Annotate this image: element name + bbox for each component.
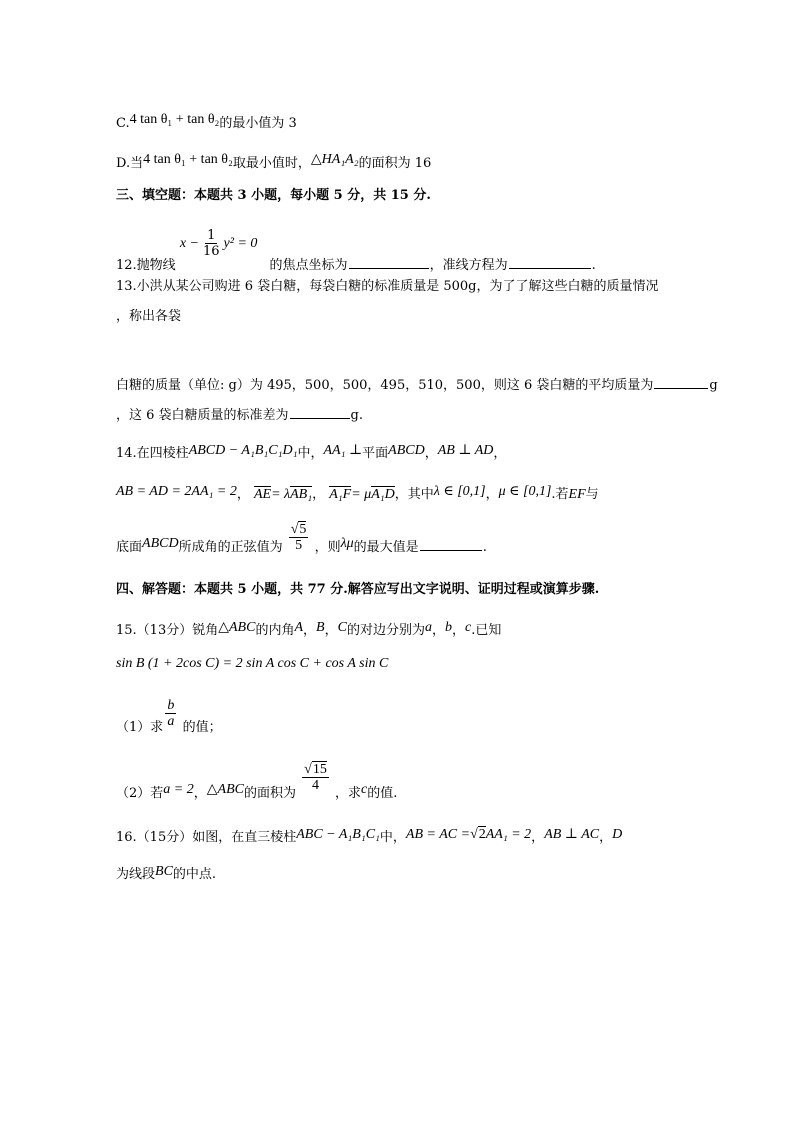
question-15-line-1	[116, 618, 501, 641]
math-expr: y² = 0	[223, 236, 258, 251]
question-text: 的最大值是	[353, 540, 419, 555]
question-16-line-1	[116, 825, 622, 848]
math-expr: = μ	[351, 487, 372, 502]
option-text: 的最小值为 3	[219, 116, 297, 131]
question-14-line-1	[116, 441, 506, 464]
question-text: （2）若	[116, 786, 164, 801]
math-expr: AA₁ ⊥	[323, 443, 363, 458]
q11-option-d	[116, 150, 431, 174]
math-expr: x −	[179, 236, 199, 251]
option-text: 的面积为 16	[358, 156, 432, 171]
question-text: ，则	[314, 540, 341, 555]
math-expr: = λ	[271, 487, 291, 502]
sqrt-radicand: 5	[299, 522, 307, 537]
question-text: 的值；	[182, 720, 222, 735]
question-text: 15.（13分）锐角	[116, 623, 219, 638]
plane-expr: ABCD	[388, 443, 425, 458]
math-expr: a = 2	[163, 782, 194, 797]
question-text: 的对边分别为	[346, 623, 425, 638]
question-14-line-3	[116, 520, 487, 558]
section-heading-solutions: 四、解答题：本题共 5 小题，共 77 分.解答应写出文字说明、证明过程或演算步骤.	[116, 582, 600, 597]
question-text: 的内角	[255, 623, 295, 638]
fraction-denominator: 4	[311, 778, 319, 793]
math-expr: AB ⊥ AC	[544, 827, 600, 842]
question-text: 中，	[297, 446, 324, 461]
fraction-numerator: √15	[304, 762, 327, 777]
sqrt-symbol: √	[470, 827, 478, 842]
option-text: 取最小值时，	[232, 156, 311, 171]
side-b: b	[444, 620, 452, 635]
question-text: 的焦点坐标为	[269, 258, 348, 273]
answer-blank[interactable]	[420, 536, 482, 551]
math-expr: 4 tan θ₁ + tan θ₂	[129, 112, 220, 127]
question-text: （1）求	[116, 720, 164, 735]
answer-blank-mean[interactable]	[654, 374, 708, 389]
question-15-part-2	[116, 762, 397, 804]
answer-blank-std[interactable]	[290, 404, 350, 419]
fraction-denominator: 5	[295, 538, 303, 553]
math-expr: λμ	[340, 536, 354, 551]
question-13-line-2: ，称出各袋	[116, 309, 182, 324]
option-label: C.	[116, 116, 130, 131]
question-15-equation: sin B (1 + 2cos C) = 2 sin A cos C + cos A sin C	[116, 656, 389, 671]
triangle-expr: △ABC	[218, 620, 256, 635]
sqrt-radicand: 15	[312, 762, 327, 777]
question-13-line-1: 13.小洪从某公司购进 6 袋白糖，每袋白糖的标准质量是 500g，为了了解这些白糖的质量情况	[116, 279, 659, 294]
question-text: 的面积为	[243, 786, 296, 801]
question-14-line-2	[116, 482, 599, 505]
question-text: 16.（15分）如图，在直三棱柱	[116, 830, 297, 845]
punct: ，	[493, 446, 507, 461]
vector-ae: AE	[253, 487, 272, 502]
point-d: D	[612, 827, 623, 842]
triangle-expr: △ABC	[206, 782, 244, 797]
side-c: c	[360, 782, 368, 797]
question-13-line-3	[116, 374, 718, 396]
math-expr: 4 tan θ₁ + tan θ₂	[143, 152, 233, 167]
question-text: 与	[585, 487, 599, 502]
segment-bc: BC	[155, 864, 173, 879]
question-text: 为线段	[116, 867, 156, 882]
option-label: D.当	[116, 156, 144, 171]
punct: ，	[193, 786, 207, 801]
fraction	[201, 228, 222, 259]
sqrt-radicand: 2	[478, 827, 486, 842]
punct: ，	[531, 830, 545, 845]
question-text: 底面	[116, 540, 143, 555]
q11-option-c	[116, 110, 297, 134]
math-expr: AB = AD = 2AA₁ = 2	[116, 484, 237, 499]
question-13-line-4	[116, 404, 363, 426]
question-text: .已知	[471, 623, 502, 638]
side-c: c	[465, 620, 472, 635]
fraction-sqrt5-over-5	[289, 522, 309, 553]
punct: ，	[236, 487, 250, 502]
punct: ，	[485, 487, 499, 502]
question-text: 平面	[362, 446, 389, 461]
prism-expr: ABC − A₁B₁C₁	[296, 827, 380, 842]
math-expr: λ ∈ [0,1]	[433, 484, 486, 499]
triangle-expr: △HA₁A₂	[310, 152, 359, 167]
segment-ef: EF	[568, 487, 586, 502]
side-a: a	[424, 620, 432, 635]
question-text: 14.在四棱柱	[116, 446, 189, 461]
fraction-denominator: 16	[203, 244, 220, 259]
math-expr: AA₁ = 2	[485, 827, 532, 842]
fraction-numerator: 1	[207, 228, 216, 243]
plane-expr: ABCD	[142, 536, 179, 551]
answer-blank[interactable]	[349, 254, 429, 269]
angle-b: B	[316, 620, 325, 635]
fraction-denominator: a	[167, 714, 175, 729]
question-text: .	[591, 258, 596, 273]
punct: ，	[312, 487, 326, 502]
question-text: ，其中	[394, 487, 434, 502]
question-text: 12.抛物线	[116, 258, 176, 273]
punct: ，	[431, 623, 445, 638]
question-text: 中，	[379, 830, 406, 845]
angle-a: A	[294, 620, 304, 635]
parabola-equation	[180, 228, 258, 259]
angle-c: C	[337, 620, 347, 635]
question-15-part-1	[116, 698, 222, 738]
question-16-line-2	[116, 862, 216, 885]
prism-expr: ABCD − A₁B₁C₁D₁	[188, 443, 298, 458]
punct: ，	[324, 623, 338, 638]
vector-a1d: A₁D	[371, 487, 395, 502]
question-text: ，求	[334, 786, 361, 801]
punct: ，	[303, 623, 317, 638]
punct: .	[482, 540, 487, 555]
math-expr: μ ∈ [0,1]	[498, 484, 552, 499]
fraction-numerator: b	[167, 698, 175, 713]
unit-text: g	[709, 378, 718, 393]
question-text: 所成角的正弦值为	[178, 540, 283, 555]
punct: ，	[424, 446, 438, 461]
question-text: 的值.	[367, 786, 398, 801]
question-text: ，这 6 袋白糖质量的标准差为	[116, 408, 289, 423]
unit-text: g.	[350, 408, 364, 423]
question-text: 的中点.	[172, 867, 217, 882]
vector-ab1: AB₁	[290, 487, 313, 502]
punct: ，	[451, 623, 465, 638]
question-text: ，准线方程为	[429, 258, 508, 273]
question-text: 白糖的质量（单位: g）为 495，500，500，495，510，500，则这 6 袋白糖的平均质量为	[116, 378, 654, 393]
question-12	[116, 228, 596, 276]
math-expr: AB = AC =	[405, 827, 471, 842]
section-heading-fill-in: 三、填空题：本题共 3 小题，每小题 5 分，共 15 分.	[116, 188, 431, 203]
answer-blank[interactable]	[509, 254, 591, 269]
fraction-numerator: √5	[290, 522, 307, 537]
punct: ，	[599, 830, 613, 845]
math-expr: AB ⊥ AD	[437, 443, 494, 458]
fraction-b-over-a	[165, 698, 176, 729]
vector-a1f: A₁F	[329, 487, 352, 502]
fraction-sqrt15-over-4	[302, 762, 329, 793]
question-text: .若	[551, 487, 569, 502]
